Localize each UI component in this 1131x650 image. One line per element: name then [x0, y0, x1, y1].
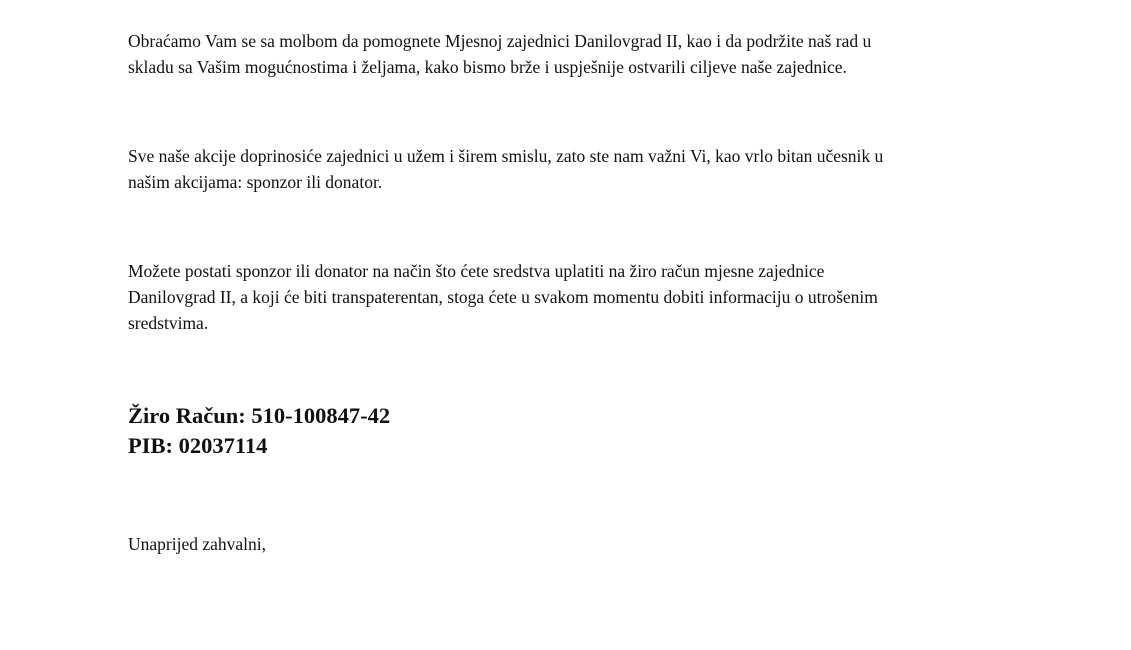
paragraph-request: [128, 28, 871, 80]
closing-text: Unaprijed zahvalni,: [128, 534, 267, 554]
bank-details: [128, 401, 390, 461]
paragraph-line: Sve naše akcije doprinosiće zajednici u užem i širem smislu, zato ste nam važni Vi, kao vrlo bitan učesnik u: [128, 146, 884, 166]
paragraph-sponsorship: [128, 258, 878, 336]
paragraph-actions: [128, 143, 883, 195]
pib-number: PIB: 02037114: [128, 433, 268, 458]
paragraph-line: Danilovgrad II, a koji će biti transpaterentan, stoga ćete u svakom momentu dobiti informaciju o utrošenim: [128, 287, 878, 307]
paragraph-line: Obraćamo Vam se sa molbom da pomognete Mjesnoj zajednici Danilovgrad II, kao i da podržite naš rad u: [128, 31, 872, 51]
paragraph-line: Možete postati sponzor ili donator na način što ćete sredstva uplatiti na žiro račun mjesne zajednice: [128, 261, 825, 281]
paragraph-line: našim akcijama: sponzor ili donator.: [128, 172, 383, 192]
paragraph-line: skladu sa Vašim mogućnostima i željama, kako bismo brže i uspješnije ostvarili ciljeve naše zajednice.: [128, 57, 847, 77]
account-number: Žiro Račun: 510-100847-42: [128, 403, 391, 428]
paragraph-line: sredstvima.: [128, 313, 209, 333]
